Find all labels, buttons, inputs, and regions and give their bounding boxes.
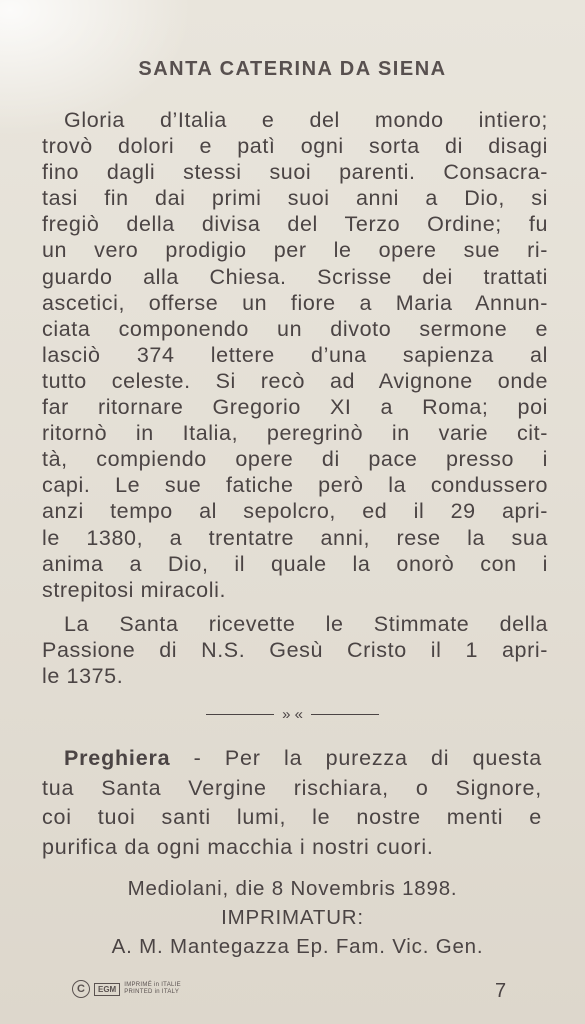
text-line: le 1375.: [42, 663, 124, 688]
prayer-line: coi tuoi santi lumi, le nostre menti e: [42, 805, 542, 830]
printer-mark: [72, 979, 181, 999]
text-line: trovò dolori e patì ogni sorta di disagi: [42, 134, 548, 159]
text-line: La Santa ricevette le Stimmate della: [64, 611, 548, 636]
prayer-text: [42, 744, 542, 862]
prayer-line: tua Santa Vergine rischiara, o Signore,: [42, 775, 542, 800]
stigmata-paragraph: [42, 611, 548, 689]
prayer-line: [42, 744, 542, 774]
printed-in-english: PRINTED in ITALY: [124, 989, 180, 995]
page-title: SANTA CATERINA DA SIENA: [138, 58, 447, 80]
text-line: fregiò della divisa del Terzo Ordine; fu: [42, 212, 548, 237]
text-line: le 1380, a trentatre anni, rese la sua: [42, 525, 548, 550]
text-line: ritornò in Italia, peregrinò in varie cit-: [42, 421, 548, 446]
biography-paragraph: [42, 107, 548, 603]
text-line: tà, compiendo opere di pace presso i: [42, 447, 548, 472]
text-line: tasi fin dai primi suoi anni a Dio, si: [42, 186, 548, 211]
text-line: un vero prodigio per le opere sue ri-: [42, 238, 548, 263]
page-number: 7: [495, 980, 507, 1002]
divider-mark: » «: [282, 705, 303, 723]
imprimatur-date: Mediolani, die 8 Novembris 1898.: [127, 877, 458, 900]
printed-in-french: IMPRIMÉ in ITALIE: [124, 982, 181, 988]
text-line: lasciò 374 lettere d’una sapienza al: [42, 342, 548, 367]
text-line: ciata componendo un divoto sermone e: [42, 316, 548, 341]
imprimatur-label: IMPRIMATUR:: [221, 906, 364, 929]
text-line: capi. Le sue fatiche però la condussero: [42, 473, 548, 498]
divider-rule: [311, 714, 379, 715]
section-divider: [0, 703, 585, 725]
text-line: anzi tempo al sepolcro, ed il 29 apri-: [42, 499, 548, 524]
text-line: strepitosi miracoli.: [42, 577, 227, 602]
text-line: anima a Dio, il quale la onorò con i: [42, 551, 548, 576]
imprimatur-signatory: A. M. Mantegazza Ep. Fam. Vic. Gen.: [111, 935, 484, 958]
text-line: fino dagli stessi suoi parenti. Consacra-: [42, 160, 548, 185]
text-line: ascetici, offerse un fiore a Maria Annun-: [42, 290, 548, 315]
text-line: tutto celeste. Si recò ad Avignone onde: [42, 368, 548, 393]
divider-rule: [206, 714, 274, 715]
publisher-logo: EGM: [94, 983, 120, 996]
prayer-line: purifica da ogni macchia i nostri cuori.: [42, 834, 434, 859]
text-line: Gloria d’Italia e del mondo intiero;: [64, 108, 548, 132]
biography-text: [42, 107, 548, 689]
text-line: guardo alla Chiesa. Scrisse dei trattati: [42, 264, 548, 289]
prayer-line-rest: - Per la purezza di questa: [170, 746, 542, 770]
imprimatur-block: [0, 874, 585, 961]
printed-in-label: [124, 982, 181, 996]
text-line: far ritornare Gregorio XI a Roma; poi: [42, 395, 548, 420]
prayer-heading: Preghiera: [64, 746, 171, 770]
copyright-icon: C: [72, 980, 90, 998]
text-line: Passione di N.S. Gesù Cristo il 1 apri-: [42, 637, 548, 662]
